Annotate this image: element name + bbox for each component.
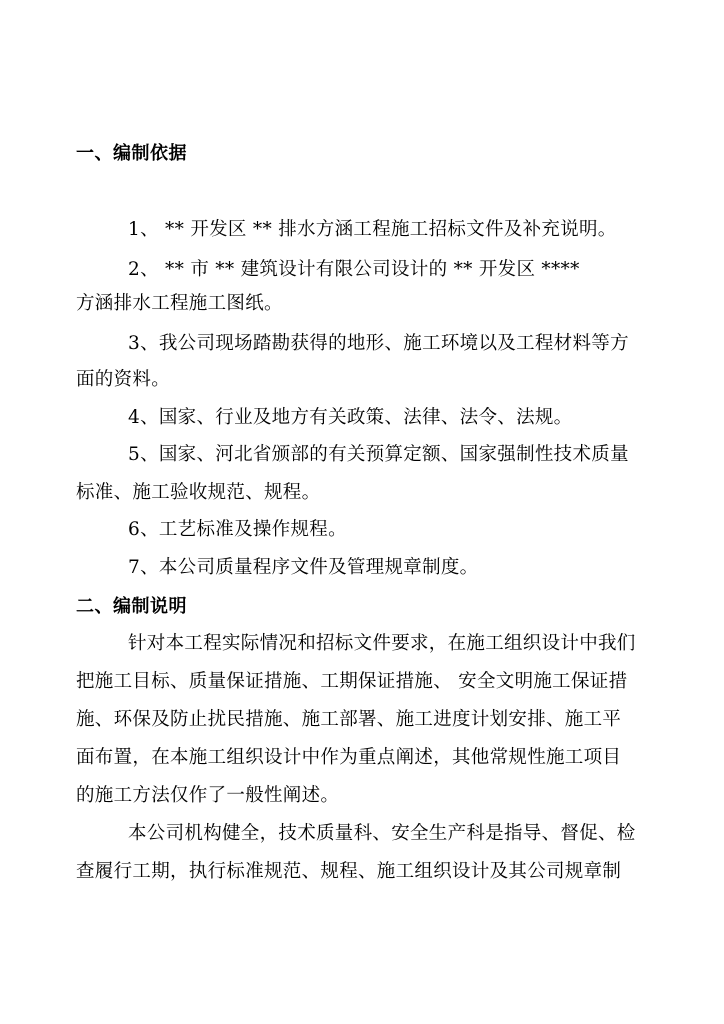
basis-item-5-line-1: 5、国家、河北省颁部的有关预算定额、国家强制性技术质量 — [128, 444, 629, 465]
basis-item-2-line-2: 方涵排水工程施工图纸。 — [76, 293, 283, 314]
basis-item-3-line-2: 面的资料。 — [76, 369, 171, 390]
explanation-para-2-line-2: 查履行工期，执行标准规范、规程、施工组织设计及其公司规章制 — [76, 861, 622, 882]
basis-item-5-line-2: 标准、施工验收规范、规程。 — [76, 482, 321, 503]
section-heading-basis: 一、编制依据 — [76, 143, 187, 164]
explanation-para-1-line-3: 施、环保及防止扰民措施、施工部署、施工进度计划安排、施工平 — [76, 709, 622, 730]
explanation-para-1-line-1: 针对本工程实际情况和招标文件要求，在施工组织设计中我们 — [128, 633, 636, 654]
basis-item-6: 6、工艺标准及操作规程。 — [128, 519, 347, 540]
section-heading-explanation: 二、编制说明 — [76, 596, 187, 617]
basis-item-2-line-1: 2、 ** 市 ** 建筑设计有限公司设计的 ** 开发区 **** — [128, 259, 580, 280]
explanation-para-1-line-5: 的施工方法仅作了一般性阐述。 — [76, 785, 340, 806]
basis-item-1: 1、 ** 开发区 ** 排水方涵工程施工招标文件及补充说明。 — [128, 219, 617, 240]
basis-item-3-line-1: 3、我公司现场踏勘获得的地形、施工环境以及工程材料等方 — [128, 333, 629, 354]
basis-item-7: 7、本公司质量程序文件及管理规章制度。 — [128, 557, 479, 578]
basis-item-4: 4、国家、行业及地方有关政策、法律、法令、法规。 — [128, 407, 573, 428]
explanation-para-2-line-1: 本公司机构健全，技术质量科、安全生产科是指导、督促、检 — [128, 823, 636, 844]
explanation-para-1-line-2: 把施工目标、质量保证措施、工期保证措施、 安全文明施工保证措 — [76, 671, 628, 692]
explanation-para-1-line-4: 面布置，在本施工组织设计中作为重点阐述，其他常规性施工项目 — [76, 747, 622, 768]
